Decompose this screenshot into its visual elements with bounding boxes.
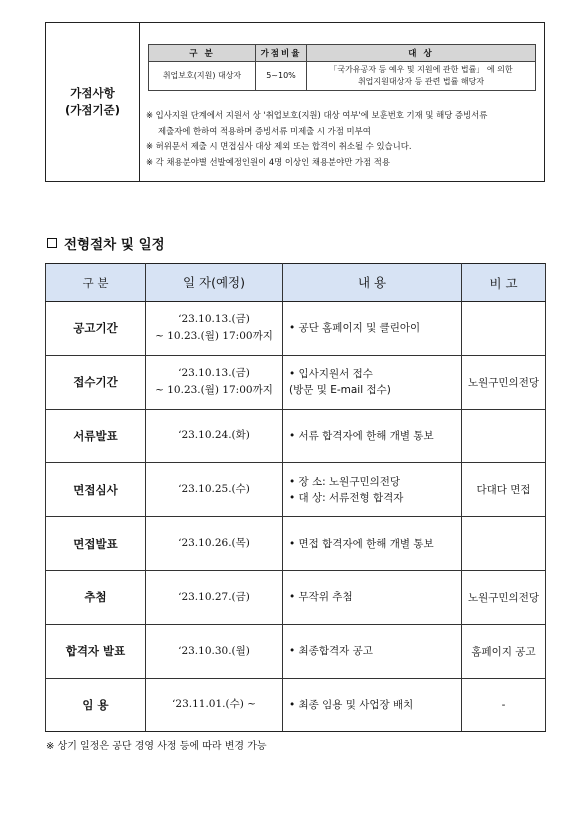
schedule-content-line1: • 최종합격자 공고 [289, 645, 373, 658]
schedule-content [283, 409, 462, 463]
schedule-content-line1: • 무작위 추첨 [289, 591, 353, 604]
schedule-header-row [46, 264, 546, 302]
schedule-content-line1: • 입사지원서 접수 [289, 368, 373, 381]
schedule-date [146, 517, 283, 571]
table-row [46, 678, 546, 732]
section-heading [47, 233, 165, 253]
schedule-content-line1: • 서류 합격자에 한해 개별 통보 [289, 429, 434, 442]
bonus-note-1: ※ 입사지원 단계에서 지원서 상 '취업보호(지원) 대상 여부'에 보훈번호 기재 및 해당 증빙서류 [146, 110, 488, 120]
schedule-category: 추첨 [46, 570, 146, 624]
schedule-content [283, 570, 462, 624]
schedule-date-line1: ‘23.10.30.(월) [178, 644, 250, 657]
bonus-criteria-table [148, 44, 536, 91]
schedule-date-line1: ‘23.11.01.(수) ~ [172, 698, 256, 711]
schedule-date [146, 463, 283, 517]
bonus-header-ratio: 가점비율 [256, 45, 307, 62]
section-heading-text: 전형절차 및 일정 [64, 237, 165, 253]
col-header-date: 일 자(예정) [146, 264, 283, 302]
schedule-date [146, 570, 283, 624]
schedule-content-line1: • 최종 임용 및 사업장 배치 [289, 698, 414, 711]
schedule-content [283, 355, 462, 409]
checkbox-square-icon [47, 238, 57, 248]
table-row [46, 355, 546, 409]
col-header-content: 내 용 [283, 264, 462, 302]
schedule-date-line1: ‘23.10.26.(목) [178, 537, 250, 550]
table-row [149, 62, 536, 91]
schedule-table [45, 263, 546, 732]
schedule-date-line1: ‘23.10.25.(수) [178, 483, 250, 496]
bonus-points-box [45, 22, 545, 182]
schedule-date-line2: ~ 10.23.(월) 17:00까지 [155, 330, 273, 343]
bonus-label-line1: 가점사항 [70, 86, 115, 100]
schedule-category: 서류발표 [46, 409, 146, 463]
bonus-ratio-cell: 5~10% [256, 62, 307, 91]
schedule-content-line1: • 장 소: 노원구민의전당 [289, 475, 401, 488]
schedule-category: 면접발표 [46, 517, 146, 571]
schedule-note [462, 409, 546, 463]
schedule-content [283, 624, 462, 678]
schedule-content [283, 302, 462, 356]
schedule-content [283, 678, 462, 732]
schedule-category: 면접심사 [46, 463, 146, 517]
schedule-content-line2: (방문 및 E-mail 접수) [289, 384, 391, 397]
schedule-category: 접수기간 [46, 355, 146, 409]
bonus-note-2: ※ 허위문서 제출 시 면접심사 대상 제외 또는 합격이 취소될 수 있습니다. [146, 141, 412, 151]
schedule-date-line1: ‘23.10.13.(금) [178, 313, 250, 326]
schedule-date-line2: ~ 10.23.(월) 17:00까지 [155, 384, 273, 397]
table-row [46, 463, 546, 517]
schedule-note: 노원구민의전당 [462, 570, 546, 624]
schedule-content-line2: • 대 상: 서류전형 합격자 [289, 491, 404, 504]
table-row [46, 624, 546, 678]
schedule-date [146, 355, 283, 409]
schedule-content-line1: • 공단 홈페이지 및 클린아이 [289, 322, 421, 335]
col-header-note: 비 고 [462, 264, 546, 302]
schedule-note: 노원구민의전당 [462, 355, 546, 409]
schedule-category: 임 용 [46, 678, 146, 732]
schedule-note: 다대다 면접 [462, 463, 546, 517]
schedule-note: - [462, 678, 546, 732]
bonus-header-category: 구 분 [149, 45, 256, 62]
table-row [46, 302, 546, 356]
schedule-date [146, 409, 283, 463]
schedule-date [146, 624, 283, 678]
col-header-category: 구 분 [46, 264, 146, 302]
bonus-category-cell: 취업보호(지원) 대상자 [149, 62, 256, 91]
bonus-note-1-cont: 제출자에 한하여 적용하며 증빙서류 미제출 시 가점 미부여 [158, 125, 371, 136]
bonus-note-3: ※ 각 채용분야별 선발예정인원이 4명 이상인 채용분야만 가점 적용 [146, 156, 390, 167]
schedule-content [283, 517, 462, 571]
bonus-header-target: 대 상 [307, 45, 536, 62]
schedule-category: 합격자 발표 [46, 624, 146, 678]
bonus-target-line1: 「국가유공자 등 예우 및 지원에 관한 법률」 에 의한 [329, 65, 513, 74]
schedule-date [146, 302, 283, 356]
bonus-points-label [46, 23, 140, 181]
schedule-note [462, 302, 546, 356]
bonus-target-cell [307, 62, 536, 91]
schedule-content-line1: • 면접 합격자에 한해 개별 통보 [289, 537, 434, 550]
schedule-category: 공고기간 [46, 302, 146, 356]
schedule-date [146, 678, 283, 732]
table-row [46, 570, 546, 624]
bonus-target-line2: 취업지원대상자 등 관련 법률 해당자 [357, 77, 485, 86]
bonus-label-line2: (가점기준) [65, 103, 120, 117]
schedule-date-line1: ‘23.10.27.(금) [178, 590, 250, 603]
schedule-note: 홈페이지 공고 [462, 624, 546, 678]
schedule-note [462, 517, 546, 571]
schedule-footnote: ※ 상기 일정은 공단 경영 사정 등에 따라 변경 가능 [46, 741, 267, 752]
schedule-date-line1: ‘23.10.24.(화) [178, 429, 250, 442]
bonus-notes [146, 108, 541, 170]
schedule-date-line1: ‘23.10.13.(금) [178, 367, 250, 380]
table-row [46, 409, 546, 463]
schedule-content [283, 463, 462, 517]
table-row [46, 517, 546, 571]
